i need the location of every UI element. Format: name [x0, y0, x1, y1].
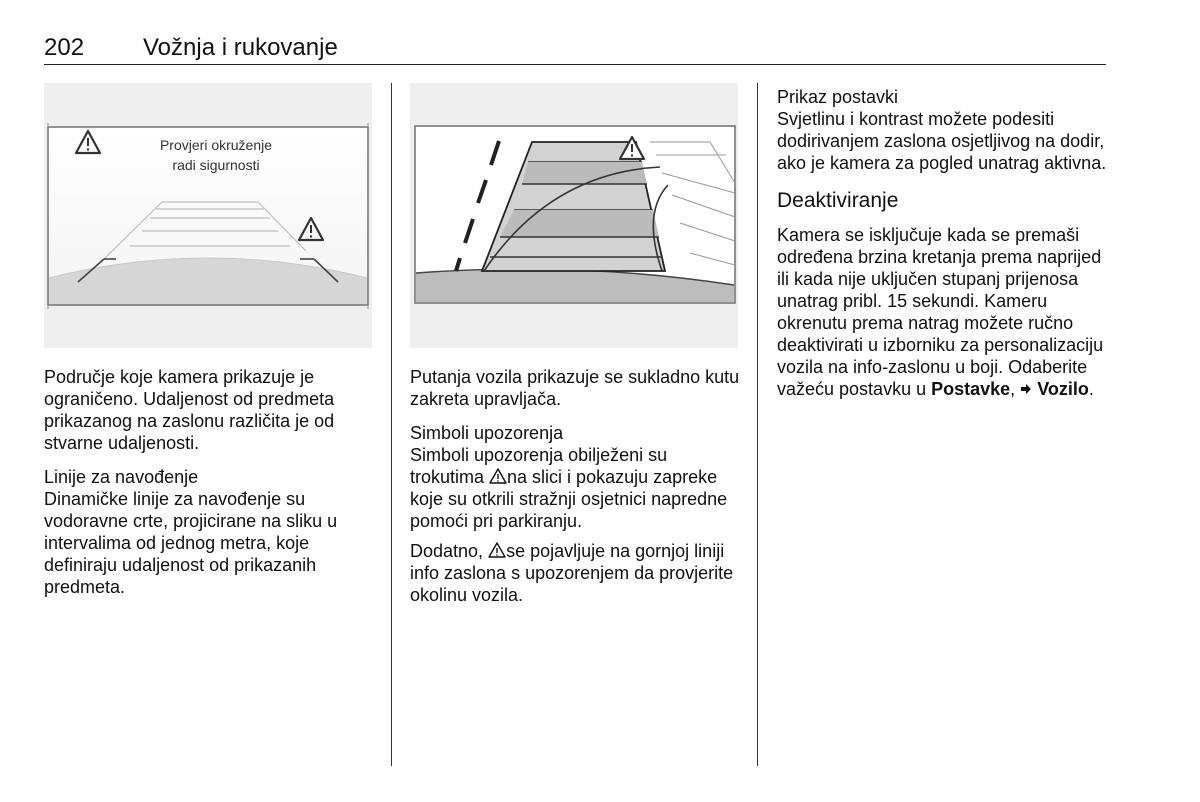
- rear-camera-view-illustration: [44, 83, 372, 348]
- camera-overlay-line-2: radi sigurnosti: [172, 157, 260, 173]
- middle-paragraph-warning-symbols: Simboli upozorenja obilježeni su trokutima na slici i pokazuju zapreke koje su otkrili stražnji osjetnici napredne pomoći pri parkiranju.: [410, 445, 728, 531]
- column-divider-left: [391, 83, 392, 766]
- right-heading-display-settings: Prikaz postavki: [777, 87, 899, 107]
- vehicle-trajectory-figure: [410, 83, 738, 348]
- menu-path-vehicle: Vozilo: [1037, 379, 1089, 399]
- middle-column-text: [410, 366, 740, 606]
- left-heading-guide-lines: Linije za navođenje: [44, 467, 199, 487]
- page-header: [44, 34, 1105, 64]
- rear-camera-view-figure: [44, 83, 372, 348]
- page-number: 202: [44, 34, 85, 61]
- right-paragraph-deactivation: Kamera se isključuje kada se premaši određena brzina kretanja prema naprijed ili kada nije uključen stupanj prijenosa unatrag pribl. 15 sekundi. Kameru okrenutu prema natrag možete ručno deaktivirati u izborniku za personalizaciju vozila na info-zaslonu u boji. Odaberite važeću postavku u Postavke, Vozilo.: [777, 225, 1104, 399]
- middle-paragraph-additional-warning: Dodatno, se pojavljuje na gornjoj liniji info zaslona s upozorenjem da provjerite okolinu vozila.: [410, 541, 734, 605]
- menu-path-settings: Postavke: [931, 379, 1011, 399]
- arrow-right-icon: [1020, 383, 1032, 395]
- middle-heading-warning-symbols: Simboli upozorenja: [410, 423, 564, 443]
- vehicle-trajectory-illustration: [410, 83, 738, 348]
- left-column-text: [44, 366, 374, 598]
- header-rule: [44, 64, 1106, 65]
- left-paragraph-guide-lines: Dinamičke linije za navođenje su vodoravne crte, projicirane na sliku u intervalima od jednog metra, koje definiraju udaljenost od prikazanih predmeta.: [44, 489, 338, 597]
- right-column-text: [777, 86, 1117, 400]
- camera-overlay-line-1: Provjeri okruženje: [159, 137, 273, 153]
- left-paragraph-camera-range: Područje koje kamera prikazuje je ograničeno. Udaljenost od predmeta prikazanog na zaslonu različita je od stvarne udaljenosti.: [44, 367, 335, 453]
- chapter-title: Vožnja i rukovanje: [143, 34, 338, 61]
- column-divider-right: [757, 83, 758, 766]
- warning-triangle-icon: [489, 468, 507, 484]
- middle-paragraph-trajectory: Putanja vozila prikazuje se sukladno kutu zakreta upravljača.: [410, 367, 740, 409]
- warning-triangle-icon: [488, 542, 506, 558]
- section-title-deactivation: Deaktiviranje: [777, 189, 899, 212]
- right-paragraph-display-settings: Svjetlinu i kontrast možete podesiti dodirivanjem zaslona osjetljivog na dodir, ako je kamera za pogled unatrag aktivna.: [777, 109, 1107, 173]
